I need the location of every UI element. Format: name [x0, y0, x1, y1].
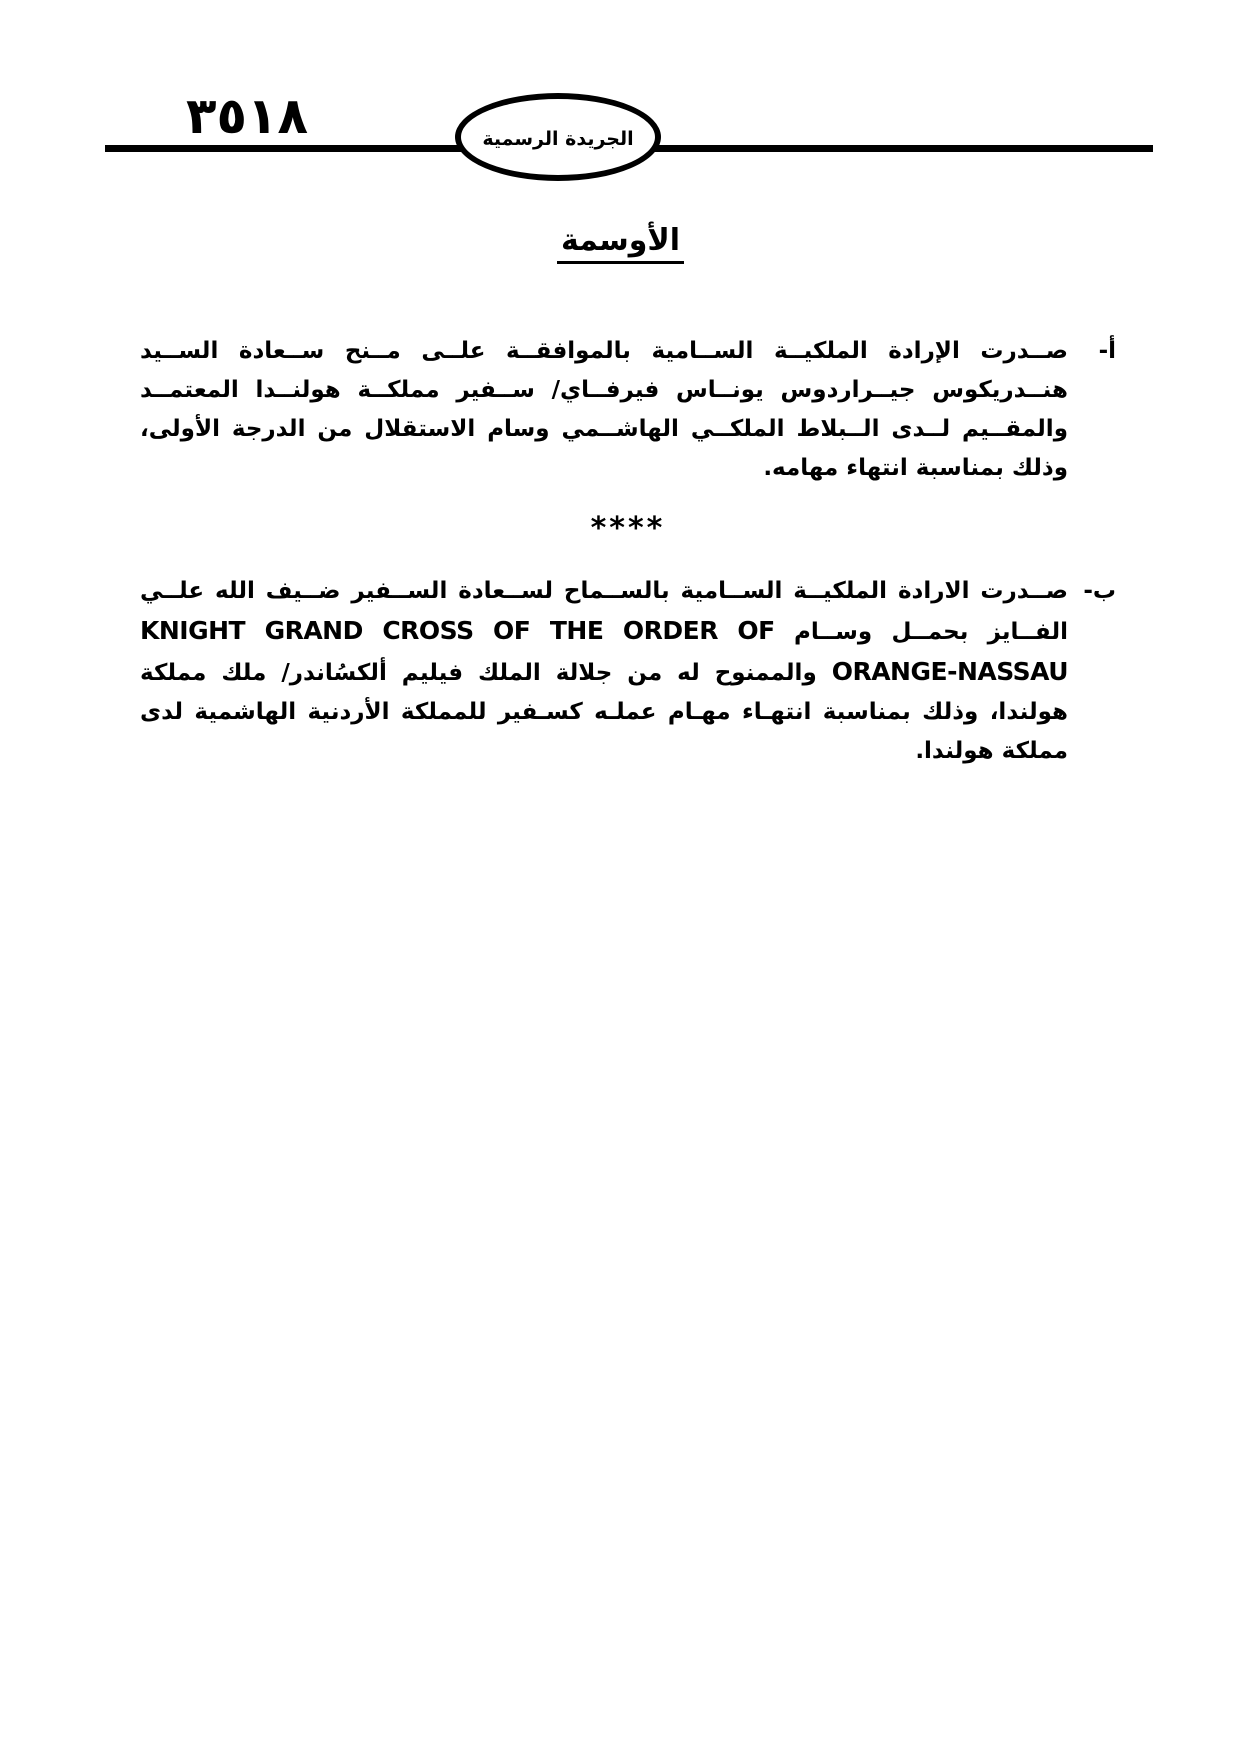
paragraph-a-text: صــدرت الإرادة الملكيــة الســامية بالموافقــة علــى مــنح ســعادة الســيد هنــدريكوس جيــراردوس يونــاس فيرفــاي/ ســفير مملكــة هولنــدا المعتمــد والمقــيم لــدى الــبلاط الملكــي الهاشــمي وسام الاستقلال من الدرجة الأولى، وذلك بمناسبة انتهاء مهامه. [140, 338, 1068, 481]
paragraph-a-marker: أ- [1098, 338, 1116, 364]
paragraph-b-marker: ب- [1083, 578, 1116, 604]
paragraph-b-text-end: والممنوح له من جلالة الملك فيليم ألكسُاندر/ ملك مملكة هولندا، وذلك بمناسبة انتهـاء مهـام عملـه كسـفير للمملكة الأردنية الهاشمية لدى مملكة هولندا. [140, 660, 1068, 764]
gazette-oval-badge [455, 93, 661, 181]
page-number: ٣٥١٨ [186, 87, 309, 145]
paragraph-b-latin-order-name: KNIGHT GRAND CROSS OF THE ORDER OF ORANGE-NASSAU [140, 616, 1068, 686]
paragraph-b-text-start: صــدرت الارادة الملكيــة الســامية بالســماح لســعادة الســفير ضــيف الله علــي الفــايز بحمــل وســام [140, 578, 1068, 645]
section-title: الأوسمة [557, 224, 684, 264]
paragraph-a [140, 332, 1116, 488]
stars-separator: **** [590, 511, 666, 546]
gazette-name: الجريدة الرسمية [482, 128, 634, 150]
section-title-wrap [0, 224, 1241, 264]
paragraph-b [140, 572, 1116, 771]
